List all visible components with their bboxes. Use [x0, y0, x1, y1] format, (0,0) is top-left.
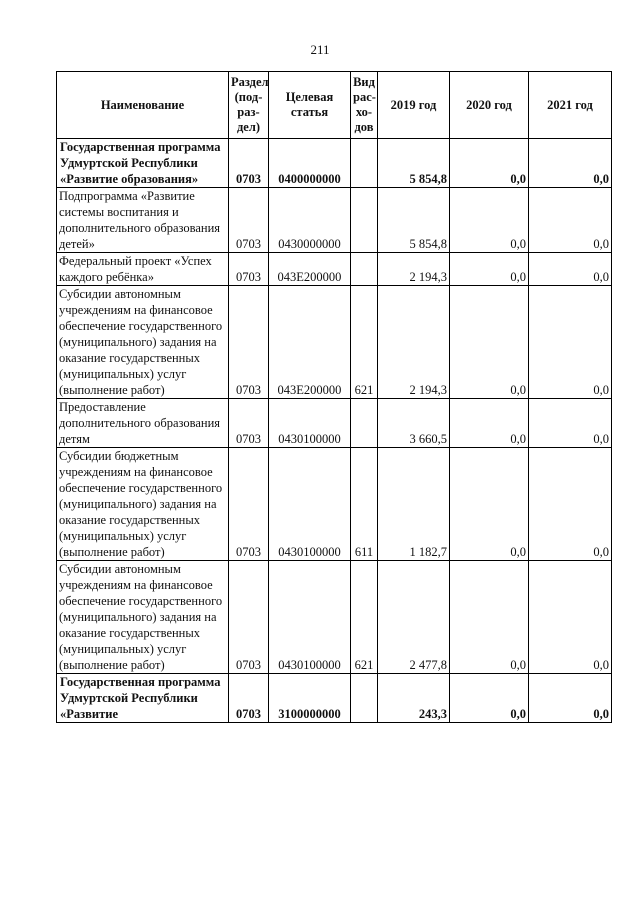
cell-2019: 2 194,3	[378, 286, 450, 399]
table-row	[57, 448, 612, 561]
cell-2021: 0,0	[529, 253, 612, 286]
cell-2019: 1 182,7	[378, 448, 450, 561]
cell-2020: 0,0	[450, 561, 529, 674]
cell-2019: 2 477,8	[378, 561, 450, 674]
cell-name: Государственная программа Удмуртской Республики «Развитие	[57, 674, 229, 723]
cell-type: 611	[351, 448, 378, 561]
cell-2020: 0,0	[450, 674, 529, 723]
cell-2019: 5 854,8	[378, 188, 450, 253]
cell-name: Предоставление дополнительного образования детям	[57, 399, 229, 448]
cell-target: 3100000000	[269, 674, 351, 723]
cell-target: 0430100000	[269, 561, 351, 674]
cell-2019: 3 660,5	[378, 399, 450, 448]
cell-section: 0703	[229, 674, 269, 723]
cell-2020: 0,0	[450, 399, 529, 448]
cell-target: 043E200000	[269, 286, 351, 399]
table-row	[57, 139, 612, 188]
header-name: Наименование	[57, 72, 229, 139]
cell-2021: 0,0	[529, 448, 612, 561]
header-section: Раздел (под-раз-дел)	[229, 72, 269, 139]
cell-2021: 0,0	[529, 561, 612, 674]
cell-name: Подпрограмма «Развитие системы воспитания и дополнительного образования детей»	[57, 188, 229, 253]
cell-2019: 5 854,8	[378, 139, 450, 188]
table-row	[57, 674, 612, 723]
table-row	[57, 286, 612, 399]
table-row	[57, 561, 612, 674]
cell-name: Федеральный проект «Успех каждого ребёнка»	[57, 253, 229, 286]
header-type: Вид рас-хо-дов	[351, 72, 378, 139]
cell-type	[351, 188, 378, 253]
cell-2020: 0,0	[450, 139, 529, 188]
cell-2021: 0,0	[529, 188, 612, 253]
cell-target: 0430100000	[269, 399, 351, 448]
cell-2019: 2 194,3	[378, 253, 450, 286]
cell-2021: 0,0	[529, 139, 612, 188]
cell-2021: 0,0	[529, 399, 612, 448]
cell-target: 0430100000	[269, 448, 351, 561]
header-2019: 2019 год	[378, 72, 450, 139]
cell-section: 0703	[229, 561, 269, 674]
cell-name: Субсидии автономным учреждениям на финансовое обеспечение государственного (муниципального) задания на оказание государственных (муниципальных) услуг (выполнение работ)	[57, 286, 229, 399]
cell-section: 0703	[229, 399, 269, 448]
cell-type	[351, 253, 378, 286]
cell-2020: 0,0	[450, 188, 529, 253]
cell-target: 0400000000	[269, 139, 351, 188]
cell-type: 621	[351, 561, 378, 674]
header-row	[57, 72, 612, 139]
cell-2020: 0,0	[450, 448, 529, 561]
header-target: Целевая статья	[269, 72, 351, 139]
cell-target: 043E200000	[269, 253, 351, 286]
table-row	[57, 399, 612, 448]
cell-section: 0703	[229, 448, 269, 561]
cell-section: 0703	[229, 139, 269, 188]
cell-2021: 0,0	[529, 286, 612, 399]
cell-type	[351, 139, 378, 188]
header-2020: 2020 год	[450, 72, 529, 139]
cell-name: Субсидии бюджетным учреждениям на финансовое обеспечение государственного (муниципального) задания на оказание государственных (муниципальных) услуг (выполнение работ)	[57, 448, 229, 561]
table-row	[57, 188, 612, 253]
table-row	[57, 253, 612, 286]
cell-type	[351, 399, 378, 448]
cell-2019: 243,3	[378, 674, 450, 723]
page-number: 211	[310, 42, 330, 57]
cell-2020: 0,0	[450, 253, 529, 286]
cell-2021: 0,0	[529, 674, 612, 723]
cell-target: 0430000000	[269, 188, 351, 253]
cell-section: 0703	[229, 188, 269, 253]
header-2021: 2021 год	[529, 72, 612, 139]
cell-section: 0703	[229, 253, 269, 286]
cell-name: Субсидии автономным учреждениям на финансовое обеспечение государственного (муниципального) задания на оказание государственных (муниципальных) услуг (выполнение работ)	[57, 561, 229, 674]
cell-section: 0703	[229, 286, 269, 399]
cell-type	[351, 674, 378, 723]
cell-2020: 0,0	[450, 286, 529, 399]
cell-name: Государственная программа Удмуртской Республики «Развитие образования»	[57, 139, 229, 188]
budget-table	[56, 71, 612, 723]
cell-type: 621	[351, 286, 378, 399]
